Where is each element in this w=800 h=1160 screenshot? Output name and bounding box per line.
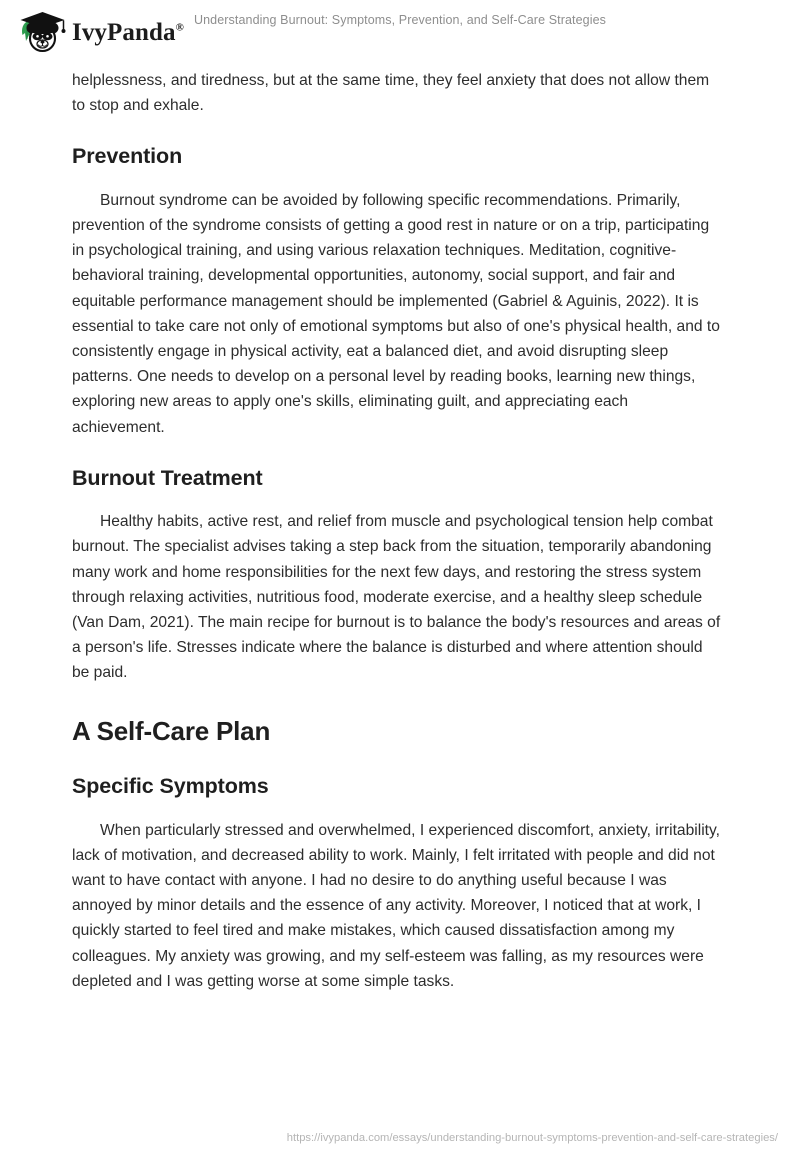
spacer xyxy=(72,118,722,144)
registered-mark: ® xyxy=(175,21,184,34)
spacer xyxy=(72,170,722,188)
paragraph-prevention: Burnout syndrome can be avoided by following specific recommendations. Primarily, prevention of the syndrome consists of getting a good rest in nature or on a trip, participating in psychological training, and using various relaxation techniques. Meditation, cognitive-behavioral training, developmental opportunities, autonomy, social support, and fair and equitable performance management should be implemented (Gabriel & Aguinis, 2022). It is essential to take care not only of emotional symptoms but also of one's physical health, and to consistently engage in physical activity, eat a balanced diet, and avoid disrupting sleep patterns. One needs to develop on a personal level by reading books, learning new things, exploring new areas to apply one's skills, eliminating guilt, and appreciating each achievement. xyxy=(72,191,720,436)
document-title: Understanding Burnout: Symptoms, Prevention, and Self-Care Strategies xyxy=(194,13,606,27)
heading-prevention: Prevention xyxy=(72,144,183,169)
heading-a-self-care-plan: A Self-Care Plan xyxy=(72,715,271,746)
heading-burnout-treatment: Burnout Treatment xyxy=(72,465,263,490)
document-body xyxy=(72,68,722,994)
spacer xyxy=(72,800,722,818)
brand-name-text: IvyPanda xyxy=(72,18,176,46)
spacer xyxy=(72,686,722,716)
spacer xyxy=(72,491,722,509)
source-url-link[interactable]: https://ivypanda.com/essays/understanding-burnout-symptoms-prevention-and-self-care-strategies/ xyxy=(286,1132,778,1144)
continued-paragraph: helplessness, and tiredness, but at the same time, they feel anxiety that does not allow them to stop and exhale. xyxy=(72,72,710,115)
page-footer xyxy=(0,1112,800,1160)
spacer xyxy=(72,746,722,774)
page-header xyxy=(0,0,800,62)
paragraph-burnout-treatment: Healthy habits, active rest, and relief from muscle and psychological tension help combat burnout. The specialist advises taking a step back from the situation, temporarily abandoning many work and home responsibilities for the next few days, and restoring the stress system through relaxing activities, nutritious food, moderate exercise, and a healthy sleep schedule (Van Dam, 2021). The main recipe for burnout is to balance the body's resources and areas of a person's life. Stresses indicate where the balance is disturbed and where attention should be paid. xyxy=(72,513,721,682)
paragraph-specific-symptoms: When particularly stressed and overwhelmed, I experienced discomfort, anxiety, irritability, lack of motivation, and decreased ability to work. Mainly, I felt irritated with people and did not want to have contact with anyone. I had no desire to do anything useful because I was annoyed by minor details and the essence of any activity. Moreover, I noticed that at work, I quickly started to feel tired and make mistakes, which caused dissatisfaction among my colleagues. My anxiety was growing, and my self-esteem was falling, as my resources were depleted and I was getting worse at some simple tasks. xyxy=(72,821,720,990)
spacer xyxy=(72,440,722,466)
heading-specific-symptoms: Specific Symptoms xyxy=(72,774,269,799)
